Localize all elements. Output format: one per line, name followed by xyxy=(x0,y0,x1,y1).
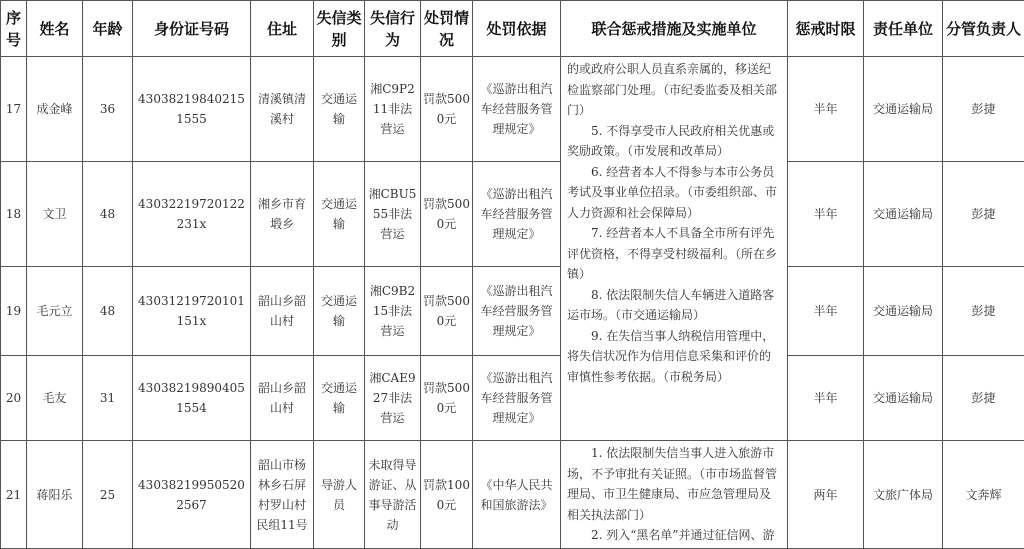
cell-address: 韶山乡韶山村 xyxy=(251,356,314,441)
cell-penalty: 罚款5000元 xyxy=(421,162,473,267)
cell-measures-transport xyxy=(561,57,788,441)
cell-name: 毛元立 xyxy=(27,267,83,356)
cell-basis: 《巡游出租汽车经营服务管理规定》 xyxy=(473,57,561,162)
header-no: 序号 xyxy=(1,1,27,57)
cell-penalty: 罚款5000元 xyxy=(421,356,473,441)
table-row xyxy=(1,441,1024,549)
cell-age: 36 xyxy=(83,57,133,162)
measure-line: 5. 不得享受市人民政府相关优惠或奖励政策。（市发展和改革局） xyxy=(567,121,781,162)
cell-unit: 交通运输局 xyxy=(864,356,943,441)
cell-category: 交通运输 xyxy=(314,162,365,267)
measure-line: 的或政府公职人员直系亲属的，移送纪检监察部门处理。（市纪委监委及相关部门） xyxy=(567,59,781,121)
cell-no: 17 xyxy=(1,57,27,162)
cell-address: 韶山市杨林乡石屏村罗山村民组11号 xyxy=(251,441,314,549)
cell-penalty: 罚款1000元 xyxy=(421,441,473,549)
header-category: 失信类别 xyxy=(314,1,365,57)
header-age: 年龄 xyxy=(83,1,133,57)
header-address: 住址 xyxy=(251,1,314,57)
cell-behavior: 未取得导游证、从事导游活动 xyxy=(365,441,421,549)
cell-penalty: 罚款5000元 xyxy=(421,267,473,356)
cell-measures-tourism xyxy=(561,441,788,549)
cell-period: 半年 xyxy=(788,356,864,441)
cell-id: 430382198904051554 xyxy=(133,356,251,441)
cell-age: 48 xyxy=(83,162,133,267)
cell-penalty: 罚款5000元 xyxy=(421,57,473,162)
header-leader: 分管负责人 xyxy=(943,1,1024,57)
cell-age: 48 xyxy=(83,267,133,356)
cell-category: 交通运输 xyxy=(314,356,365,441)
cell-no: 18 xyxy=(1,162,27,267)
measure-line: 7. 经营者本人不具备全市所有评先评优资格，不得享受村级福利。（所在乡镇） xyxy=(567,223,781,285)
cell-behavior: 湘C9P211非法营运 xyxy=(365,57,421,162)
cell-address: 韶山乡韶山村 xyxy=(251,267,314,356)
table-header-row xyxy=(1,1,1024,57)
cell-leader: 彭捷 xyxy=(943,267,1024,356)
cell-leader: 彭捷 xyxy=(943,57,1024,162)
measure-line: 1. 依法限制失信当事人进入旅游市场，不予审批有关证照。（市市场监督管理局、市卫生健康局、市应急管理局及相关执法部门） xyxy=(567,443,781,525)
cell-category: 导游人员 xyxy=(314,441,365,549)
cell-leader: 彭捷 xyxy=(943,356,1024,441)
cell-name: 蒋阳乐 xyxy=(27,441,83,549)
table-row xyxy=(1,356,1024,441)
cell-id: 43031219720101151x xyxy=(133,267,251,356)
cell-period: 两年 xyxy=(788,441,864,549)
cell-unit: 交通运输局 xyxy=(864,267,943,356)
cell-id: 430382198402151555 xyxy=(133,57,251,162)
header-id: 身份证号码 xyxy=(133,1,251,57)
measure-line: 2. 列入“黑名单”并通过征信网、游 xyxy=(567,525,781,546)
cell-period: 半年 xyxy=(788,162,864,267)
cell-category: 交通运输 xyxy=(314,57,365,162)
header-behavior: 失信行为 xyxy=(365,1,421,57)
cell-id: 43032219720122231x xyxy=(133,162,251,267)
cell-name: 毛友 xyxy=(27,356,83,441)
cell-behavior: 湘C9B215非法营运 xyxy=(365,267,421,356)
measure-line: 9. 在失信当事人纳税信用管理中，将失信状况作为信用信息采集和评价的审慎性参考依据。（市税务局） xyxy=(567,326,781,388)
cell-basis: 《巡游出租汽车经营服务管理规定》 xyxy=(473,162,561,267)
table-row xyxy=(1,162,1024,267)
cell-behavior: 湘CAE927非法营运 xyxy=(365,356,421,441)
header-period: 惩戒时限 xyxy=(788,1,864,57)
cell-age: 31 xyxy=(83,356,133,441)
header-name: 姓名 xyxy=(27,1,83,57)
cell-id: 430382199505202567 xyxy=(133,441,251,549)
cell-address: 湘乡市育塅乡 xyxy=(251,162,314,267)
header-penalty: 处罚情况 xyxy=(421,1,473,57)
cell-name: 成金峰 xyxy=(27,57,83,162)
cell-age: 25 xyxy=(83,441,133,549)
header-unit: 责任单位 xyxy=(864,1,943,57)
cell-address: 清溪镇清溪村 xyxy=(251,57,314,162)
header-measures: 联合惩戒措施及实施单位 xyxy=(561,1,788,57)
cell-basis: 《巡游出租汽车经营服务管理规定》 xyxy=(473,267,561,356)
cell-basis: 《中华人民共和国旅游法》 xyxy=(473,441,561,549)
cell-unit: 文旅广体局 xyxy=(864,441,943,549)
cell-leader: 彭捷 xyxy=(943,162,1024,267)
measure-line: 6. 经营者本人不得参与本市公务员考试及事业单位招录。（市委组织部、市人力资源和社会保障局） xyxy=(567,162,781,224)
cell-no: 20 xyxy=(1,356,27,441)
cell-no: 19 xyxy=(1,267,27,356)
cell-basis: 《巡游出租汽车经营服务管理规定》 xyxy=(473,356,561,441)
cell-leader: 文奔辉 xyxy=(943,441,1024,549)
table-row xyxy=(1,57,1024,162)
cell-behavior: 湘CBU555非法营运 xyxy=(365,162,421,267)
cell-name: 文卫 xyxy=(27,162,83,267)
cell-no: 21 xyxy=(1,441,27,549)
cell-category: 交通运输 xyxy=(314,267,365,356)
cell-period: 半年 xyxy=(788,267,864,356)
measure-line: 8. 依法限制失信人车辆进入道路客运市场。（市交通运输局） xyxy=(567,285,781,326)
table-row xyxy=(1,267,1024,356)
cell-unit: 交通运输局 xyxy=(864,162,943,267)
cell-unit: 交通运输局 xyxy=(864,57,943,162)
header-basis: 处罚依据 xyxy=(473,1,561,57)
cell-period: 半年 xyxy=(788,57,864,162)
